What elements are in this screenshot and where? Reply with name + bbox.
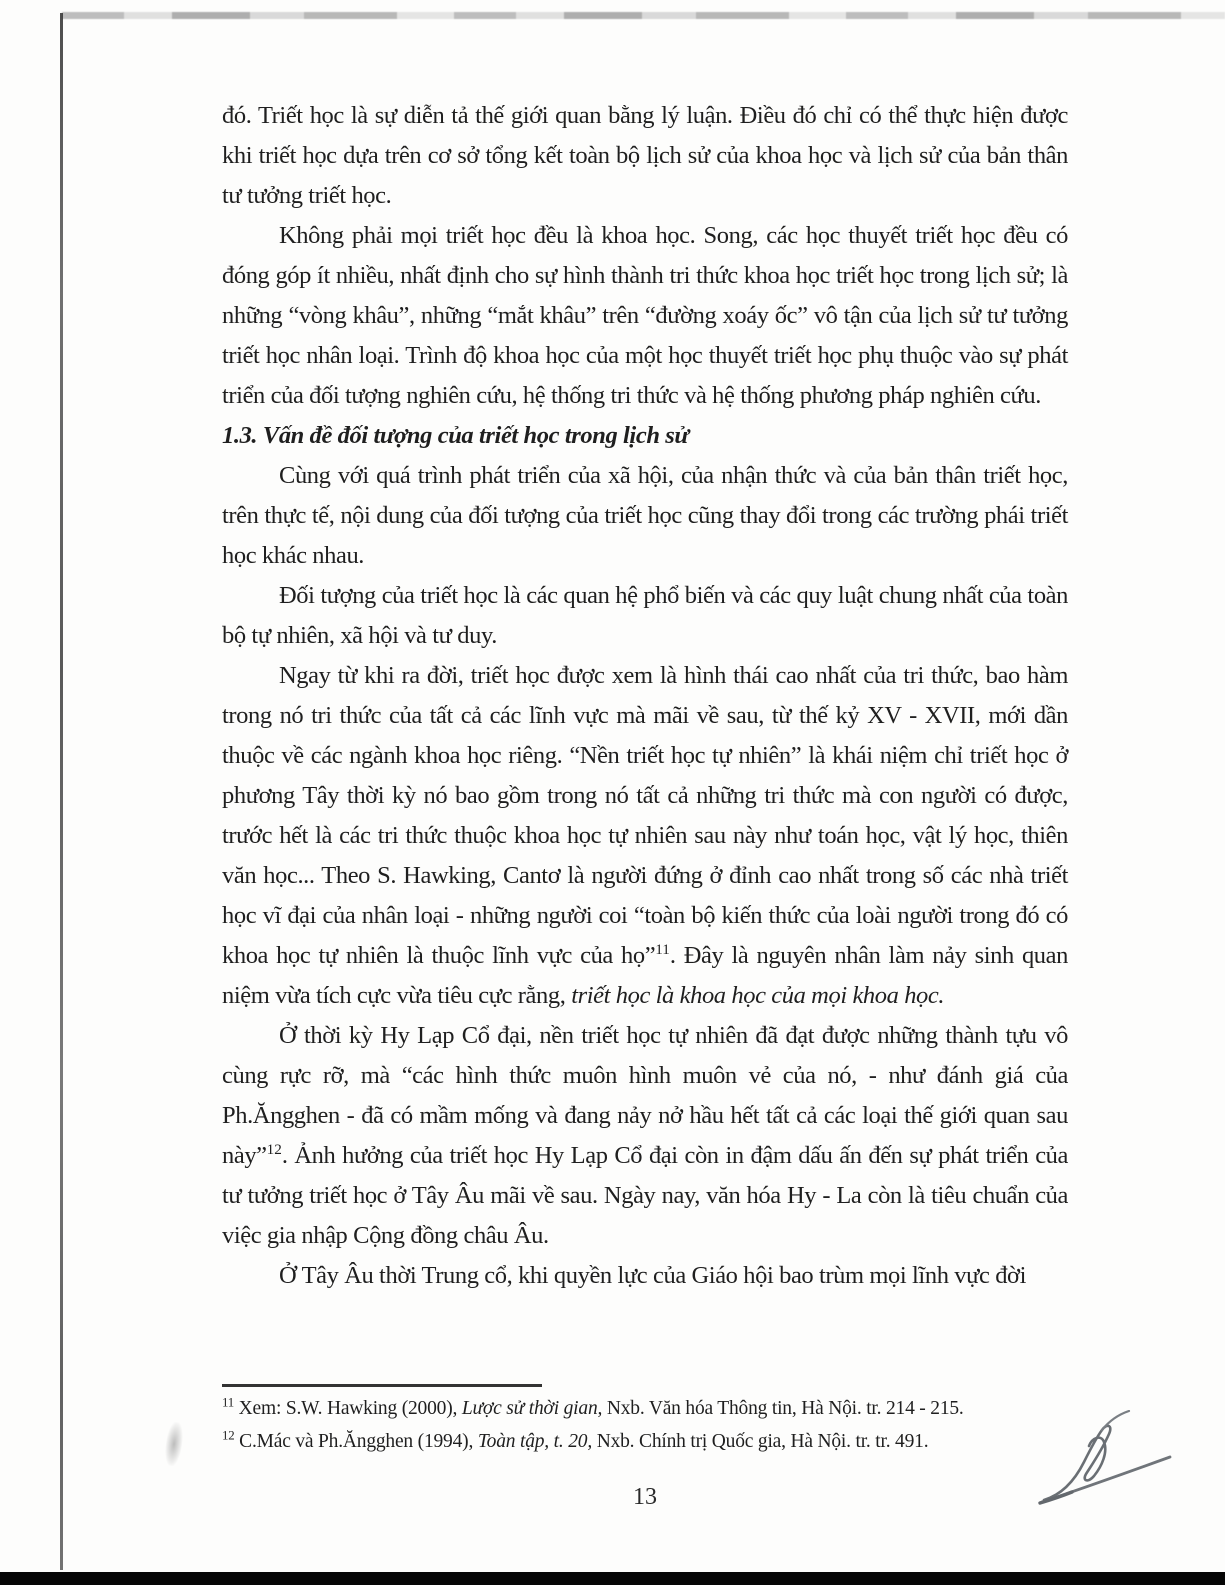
text-run: 1.3. Vấn đề đối tượng của triết học trong lịch sử bbox=[222, 422, 689, 449]
footnote-marker: 12 bbox=[222, 1428, 235, 1443]
scan-artifact-bottom-edge bbox=[0, 1572, 1225, 1585]
italic-text-run: triết học là khoa học của mọi khoa học. bbox=[571, 982, 945, 1009]
text-run: Đối tượng của triết học là các quan hệ phổ biến và các quy luật chung nhất của toàn bộ tự nhiên, xã hội và tư duy. bbox=[222, 582, 1068, 649]
text-run: C.Mác và Ph.Ăngghen (1994), bbox=[234, 1431, 478, 1452]
paragraph bbox=[222, 456, 1068, 576]
text-run: Ở thời kỳ Hy Lạp Cổ đại, nền triết học tự nhiên đã đạt được những thành tựu vô cùng rực rỡ, mà “các hình thức muôn hình muôn vẻ của nó, - như đánh giá của Ph.Ăngghen - đã có mầm mống và đang nảy nở hầu hết tất cả các loại thế giới quan sau này” bbox=[222, 1022, 1068, 1169]
footnotes bbox=[222, 1392, 1068, 1458]
signature-mark bbox=[1028, 1410, 1178, 1514]
text-run: Nxb. Văn hóa Thông tin, Hà Nội. tr. 214 - 215. bbox=[602, 1398, 964, 1419]
footnote-ref: 11 bbox=[655, 940, 670, 958]
paragraph bbox=[222, 1016, 1068, 1256]
text-run: Ở Tây Âu thời Trung cổ, khi quyền lực của Giáo hội bao trùm mọi lĩnh vực đời bbox=[279, 1262, 1027, 1289]
text-run: . Đây là nguyên nhân làm nảy sinh quan niệm vừa tích cực vừa tiêu cực rằng, bbox=[222, 942, 1068, 1009]
scan-artifact-smudge bbox=[163, 1421, 185, 1467]
paragraph bbox=[222, 1256, 1068, 1296]
italic-text-run: Lược sử thời gian, bbox=[461, 1398, 603, 1419]
text-run: Không phải mọi triết học đều là khoa học. Song, các học thuyết triết học đều có đóng góp ít nhiều, nhất định cho sự hình thành tri thức khoa học triết học trong lịch sử; là những “vòng khâu”, những “mắt khâu” trên “đường xoáy ốc” vô tận của lịch sử tư tưởng triết học nhân loại. Trình độ khoa học của một học thuyết triết học phụ thuộc vào sự phát triển của đối tượng nghiên cứu, hệ thống tri thức và hệ thống phương pháp nghiên cứu. bbox=[222, 222, 1068, 409]
text-run: Cùng với quá trình phát triển của xã hội, của nhận thức và của bản thân triết học, trên thực tế, nội dung của đối tượng của triết học cũng thay đổi trong các trường phái triết học khác nhau. bbox=[222, 462, 1068, 569]
text-run: Xem: S.W. Hawking (2000), bbox=[233, 1398, 462, 1419]
italic-text-run: Toàn tập, t. 20, bbox=[477, 1431, 593, 1452]
footnote-marker: 11 bbox=[222, 1395, 234, 1410]
text-run: đó. Triết học là sự diễn tả thế giới quan bằng lý luận. Điều đó chỉ có thể thực hiện được khi triết học dựa trên cơ sở tổng kết toàn bộ lịch sử của khoa học và lịch sử của bản thân tư tưởng triết học. bbox=[222, 102, 1068, 209]
paragraph bbox=[222, 216, 1068, 416]
section-heading bbox=[222, 416, 1068, 456]
paragraph bbox=[222, 96, 1068, 216]
paragraph bbox=[222, 576, 1068, 656]
text-run: Nxb. Chính trị Quốc gia, Hà Nội. tr. tr. 491. bbox=[592, 1431, 929, 1452]
text-run: Ngay từ khi ra đời, triết học được xem là hình thái cao nhất của tri thức, bao hàm trong nó tri thức của tất cả các lĩnh vực mà mãi về sau, từ thế kỷ XV - XVII, mới dần thuộc về các ngành khoa học riêng. “Nền triết học tự nhiên” là khái niệm chỉ triết học ở phương Tây thời kỳ nó bao gồm trong nó tất cả những tri thức mà con người có được, trước hết là các tri thức thuộc khoa học tự nhiên sau này như toán học, vật lý học, thiên văn học... Theo S. Hawking, Cantơ là người đứng ở đỉnh cao nhất trong số các nhà triết học vĩ đại của nhân loại - những người coi “toàn bộ kiến thức của loài người trong đó có khoa học tự nhiên là thuộc lĩnh vực của họ” bbox=[222, 662, 1068, 969]
document-body bbox=[222, 96, 1068, 1296]
footnote-ref: 12 bbox=[266, 1140, 282, 1158]
page-number: 13 bbox=[633, 1484, 657, 1510]
scan-artifact-top-edge bbox=[62, 12, 1225, 19]
paragraph bbox=[222, 656, 1068, 1016]
footnote-separator bbox=[222, 1384, 542, 1387]
text-run: . Ảnh hưởng của triết học Hy Lạp Cổ đại còn in đậm dấu ấn đến sự phát triển của tư tưởng triết học ở Tây Âu mãi về sau. Ngày nay, văn hóa Hy - La còn là tiêu chuẩn của việc gia nhập Cộng đồng châu Âu. bbox=[222, 1142, 1068, 1249]
footnote bbox=[222, 1425, 1068, 1458]
footnote bbox=[222, 1392, 1068, 1425]
scan-artifact-left-edge bbox=[60, 13, 63, 1570]
